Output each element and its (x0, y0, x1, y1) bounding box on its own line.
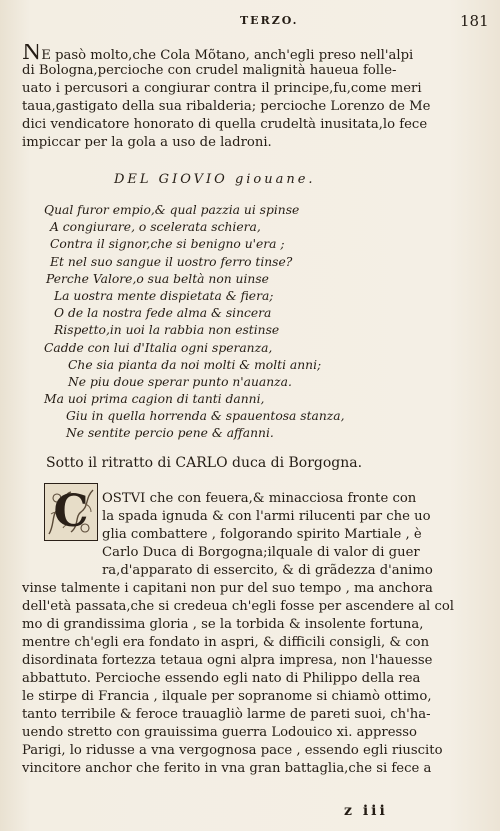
initial-letter: C (53, 486, 89, 537)
verse-line: Contra il signor,che si benigno u'era ; (50, 237, 285, 252)
text-line: glia combattere , folgorando spirito Martiale , è (102, 527, 422, 542)
text-line: uato i percusori a congiurar contra il principe,fu,come meri (22, 81, 422, 96)
text-line: le stirpe di Francia , ilquale per sopranome si chiamò ottimo, (22, 689, 432, 704)
text-line: dell'età passata,che si credeua ch'egli fosse per ascendere al col (22, 599, 455, 614)
verse-line: Ne sentite percio pene & affanni. (66, 426, 274, 441)
verse-line: Ma uoi prima cagion di tanti danni, (44, 392, 265, 407)
verse-line: O de la nostra fede alma & sincera (54, 306, 272, 321)
verse-line: La uostra mente dispietata & fiera; (54, 288, 274, 303)
text-line: mo di grandissima gloria , se la torbida & insolente fortuna, (22, 617, 424, 632)
signature-mark: z iii (344, 803, 388, 819)
verse-line: A congiurare, o scelerata schiera, (50, 220, 261, 235)
text-line: NE pasò molto,che Cola Mõtano, anch'egli preso nell'alpi (22, 44, 474, 62)
text-line: vincitore anchor che ferito in vna gran battaglia,che si fece a (22, 761, 432, 776)
text-line: vinse talmente i capitani non pur del suo tempo , ma anchora (22, 581, 433, 596)
page-header (0, 14, 500, 34)
verse-line: Rispetto,in uoi la rabbia non estinse (54, 323, 280, 338)
text-line: Carlo Duca di Borgogna;ilquale di valor di guer (102, 545, 420, 560)
text-line: Parigi, lo ridusse a vna vergognosa pace , essendo egli riuscito (22, 743, 443, 758)
text-line: OSTVI che con feuera,& minacciosa fronte con (102, 491, 417, 506)
text-line: uendo stretto con grauissima guerra Lodouico xi. appresso (22, 725, 417, 740)
text-line: impiccar per la gola a uso de ladroni. (22, 135, 272, 150)
portrait-heading: Sotto il ritratto di CARLO duca di Borgogna. (46, 455, 363, 471)
verse-line: Cadde con lui d'Italia ogni speranza, (44, 340, 273, 355)
verse-line: Qual furor empio,& qual pazzia ui spinse (44, 203, 300, 217)
verse-line: Et nel suo sangue il uostro ferro tinse? (50, 254, 293, 269)
text-line: tanto terribile & feroce trauagliò larme de pareti suoi, ch'ha- (22, 707, 431, 722)
verse-line: Giu in quella horrenda & spauentosa stanza, (66, 409, 345, 424)
text-line: mentre ch'egli era fondato in aspri, & difficili consigli, & con (22, 635, 430, 650)
folio-number: 181 (460, 12, 489, 30)
text-line: ra,d'apparato di essercito, & di grãdezza d'animo (102, 563, 433, 578)
poem-title: DEL GIOVIO giouane. (114, 172, 316, 187)
sonnet (44, 202, 464, 443)
text-line: disordinata fortezza tetaua ogni alpra impresa, non l'hauesse (22, 653, 433, 668)
running-title: TERZO. (240, 14, 299, 27)
text-line: abbattuto. Percioche essendo egli nato di Philippo della rea (22, 671, 421, 686)
paragraph-carlo-borgogna (22, 490, 474, 778)
verse-line: Che sia pianta da noi molti & molti anni; (68, 357, 322, 372)
paragraph-cola-montano (22, 44, 474, 152)
text-line: la spada ignuda & con l'armi rilucenti par che uo (102, 509, 431, 524)
text-line: dici vendicatore honorato di quella crudeltà inusitata,lo fece (22, 117, 428, 132)
verse-line: Perche Valore,o sua beltà non uinse (46, 271, 269, 286)
text-line: taua,gastigato della sua ribalderia; percioche Lorenzo de Me (22, 99, 431, 114)
drop-initial-n: N (22, 44, 42, 62)
text-line: di Bologna,percioche con crudel malignità haueua folle- (22, 63, 397, 78)
verse-line: Ne piu doue sperar punto n'auanza. (68, 374, 292, 389)
